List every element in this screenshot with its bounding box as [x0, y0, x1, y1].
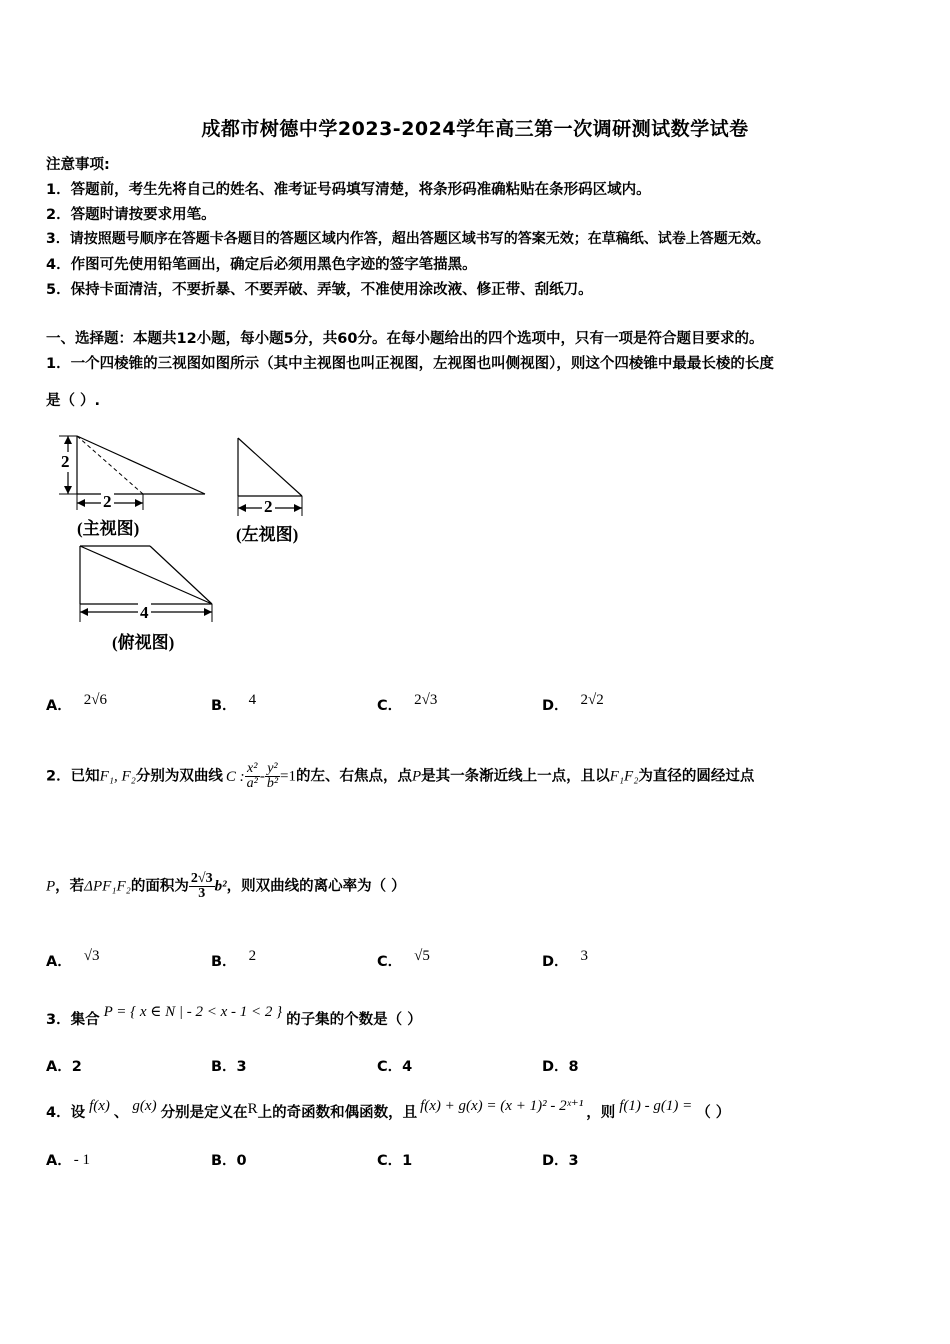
q4-option-b[interactable]: B．0 — [211, 1153, 247, 1169]
q3-option-a[interactable]: A．2 — [46, 1059, 82, 1075]
front-view-height-label: 2 — [61, 452, 70, 471]
page-title: 成都市树德中学2023-2024学年高三第一次调研测试数学试卷 — [201, 118, 749, 140]
notice-item-2: 2．答题时请按要求用笔。 — [46, 207, 216, 223]
q4-option-a[interactable]: A． - 1 — [46, 1152, 90, 1169]
q3-option-c[interactable]: C．4 — [377, 1059, 413, 1075]
q4-text: 4．设 f(x) 、 g(x) 分别是定义在R上的奇函数和偶函数，且 f(x) + g(x) = (x + 1)² - 2ˣ⁺¹ ，则 f(1) - g(1) = （ ） — [46, 1098, 731, 1121]
q1-option-a[interactable]: A． 2√6 — [46, 692, 107, 714]
front-view-width-arrow — [70, 494, 160, 512]
q3-text: 3．集合 P = { x ∈ N | - 2 < x - 1 < 2 } 的子集的个数是（ ） — [46, 1004, 422, 1028]
notice-item-1: 1．答题前，考生先将自己的姓名、准考证号码填写清楚，将条形码准确粘贴在条形码区域内。 — [46, 182, 651, 198]
top-view-width-label: 4 — [140, 603, 149, 622]
front-view-width-label: 2 — [103, 492, 112, 511]
q1-text-line2: 是（ ）. — [46, 393, 101, 409]
front-view-label: (主视图) — [77, 519, 140, 538]
left-view-label: (左视图) — [236, 525, 299, 544]
q4-option-c[interactable]: C．1 — [377, 1153, 413, 1169]
q3-option-b[interactable]: B．3 — [211, 1059, 247, 1075]
notice-item-4: 4．作图可先使用铅笔画出，确定后必须用黑色字迹的签字笔描黑。 — [46, 257, 477, 273]
q2-text-line2: P，若ΔPF₁F₂的面积为 $\frac{2√3}{3}$ b²，则双曲线的离心率为（ ） — [46, 871, 406, 901]
left-view-width-label: 2 — [264, 497, 273, 516]
q1-option-d[interactable]: D． 2√2 — [542, 692, 604, 714]
q2-option-a[interactable]: A． √3 — [46, 948, 100, 970]
q4-option-d[interactable]: D．3 — [542, 1153, 579, 1169]
q2-option-d[interactable]: D． 3 — [542, 948, 589, 970]
notice-item-3: 3．请按照题号顺序在答题卡各题目的答题区域内作答，超出答题区域书写的答案无效；在草稿纸、试卷上答题无效。 — [46, 231, 770, 247]
q2-text-line1: 2．已知F₁, F₂分别为双曲线 C : $\frac{\text{x²}}{\text{a²}}$ - $\frac{\text{y²}}{\text{b²}}$ =1的左、右焦点，点P是其一条渐近线上一点，且以F₁F₂为直径的圆经过点 — [46, 761, 755, 791]
q1-option-b[interactable]: B． 4 — [211, 692, 257, 714]
q2-option-c[interactable]: C． √5 — [377, 948, 430, 970]
q3-option-d[interactable]: D．8 — [542, 1059, 579, 1075]
section-heading: 一、选择题：本题共12小题，每小题5分，共60分。在每小题给出的四个选项中，只有一项是符合题目要求的。 — [46, 331, 764, 347]
notice-heading: 注意事项: — [46, 157, 110, 173]
notice-item-5: 5．保持卡面清洁，不要折暴、不要弄破、弄皱，不准使用涂改液、修正带、刮纸刀。 — [46, 282, 593, 298]
q2-option-b[interactable]: B． 2 — [211, 948, 257, 970]
q1-option-c[interactable]: C． 2√3 — [377, 692, 438, 714]
q1-text-line1: 1．一个四棱锥的三视图如图所示（其中主视图也叫正视图，左视图也叫侧视图），则这个四棱锥中最最长棱的长度 — [46, 356, 774, 372]
top-view-label: (俯视图) — [112, 633, 175, 652]
